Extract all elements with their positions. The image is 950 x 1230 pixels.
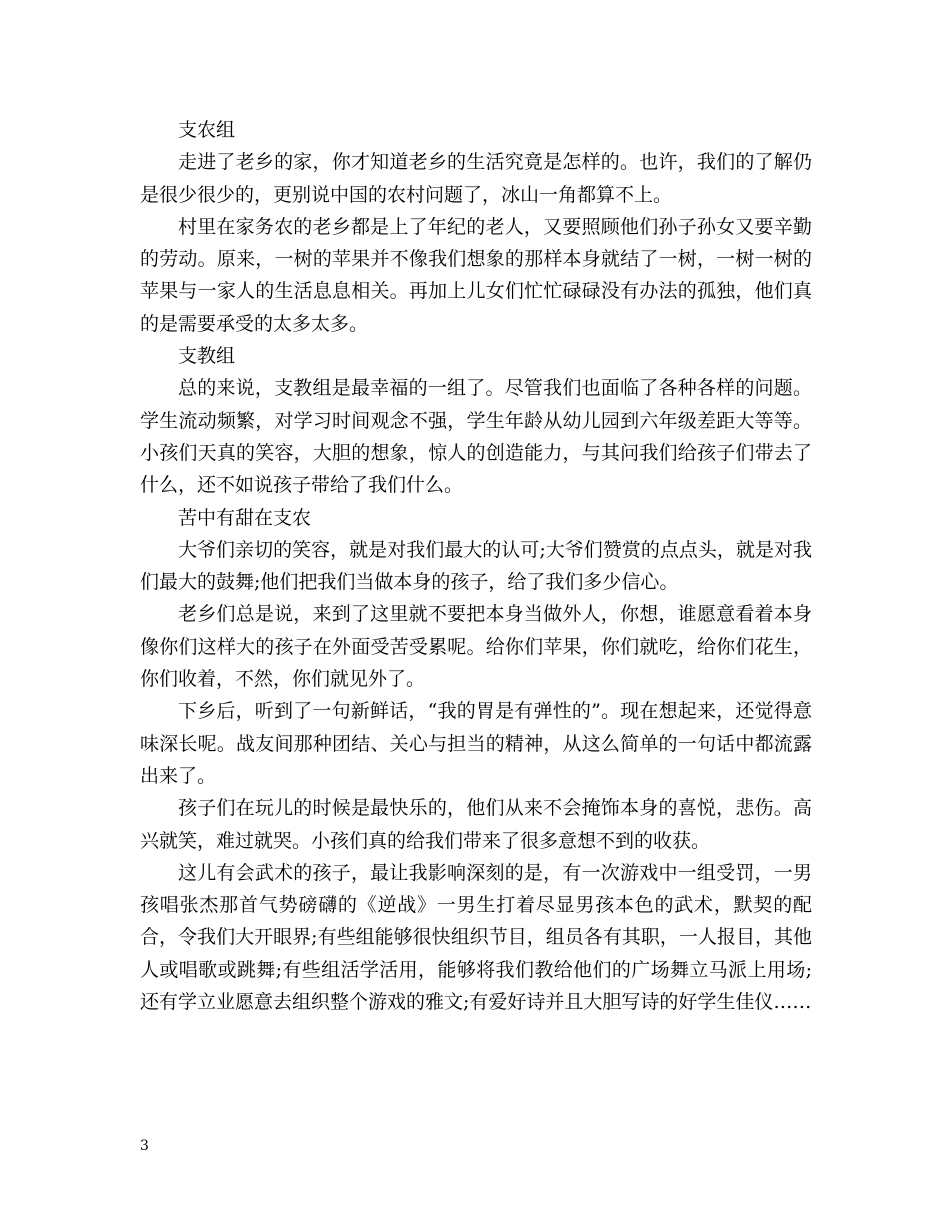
paragraph: 走进了老乡的家，你才知道老乡的生活究竟是怎样的。也许，我们的了解仍是很少很少的，更别说中国的农村问题了，冰山一角都算不上。 [140, 151, 812, 206]
paragraph: 老乡们总是说，来到了这里就不要把本身当做外人，你想，谁愿意看着本身像你们这样大的孩子在外面受苦受累呢。给你们苹果，你们就吃，给你们花生，你们收着，不然，你们就见外了。 [140, 603, 812, 691]
paragraph: 下乡后，听到了一句新鲜话，“我的胃是有弹性的”。现在想起来，还觉得意味深长呢。战友间那种团结、关心与担当的精神，从这么简单的一句话中都流露出来了。 [140, 700, 812, 787]
paragraph: 孩子们在玩儿的时候是最快乐的，他们从来不会掩饰本身的喜悦，悲伤。高兴就笑，难过就哭。小孩们真的给我们带来了很多意想不到的收获。 [140, 797, 812, 852]
section-heading-zhijiao: 支教组 [178, 345, 236, 368]
page-number: 3 [140, 1138, 149, 1154]
paragraph: 总的来说，支教组是最幸福的一组了。尽管我们也面临了各种各样的问题。学生流动频繁，对学习时间观念不强，学生年龄从幼儿园到六年级差距大等等。小孩们天真的笑容，大胆的想象，惊人的创造能力，与其问我们给孩子们带去了什么，还不如说孩子带给了我们什么。 [140, 377, 812, 497]
paragraph: 这儿有会武术的孩子，最让我影响深刻的是，有一次游戏中一组受罚，一男孩唱张杰那首气势磅礴的《逆战》一男生打着尽显男孩本色的武术，默契的配合，令我们大开眼界;有些组能够很快组织节目，组员各有其职，一人报目，其他人或唱歌或跳舞;有些组活学活用，能够将我们教给他们的广场舞立马派上用场;还有学立业愿意去组织整个游戏的雅文;有爱好诗并且大胆写诗的好学生佳仪…… [140, 861, 812, 1014]
document-body [140, 114, 812, 1018]
section-heading-zhinong: 支农组 [178, 119, 236, 141]
section-heading-kuzhong: 苦中有甜在支农 [178, 506, 312, 529]
paragraph: 大爷们亲切的笑容，就是对我们最大的认可;大爷们赞赏的点点头，就是对我们最大的鼓舞;他们把我们当做本身的孩子，给了我们多少信心。 [140, 538, 812, 594]
paragraph: 村里在家务农的老乡都是上了年纪的老人，又要照顾他们孙子孙女又要辛勤的劳动。原来，一树的苹果并不像我们想象的那样本身就结了一树，一树一树的苹果与一家人的生活息息相关。再加上儿女们忙忙碌碌没有办法的孤独，他们真的是需要承受的太多太多。 [140, 215, 812, 335]
